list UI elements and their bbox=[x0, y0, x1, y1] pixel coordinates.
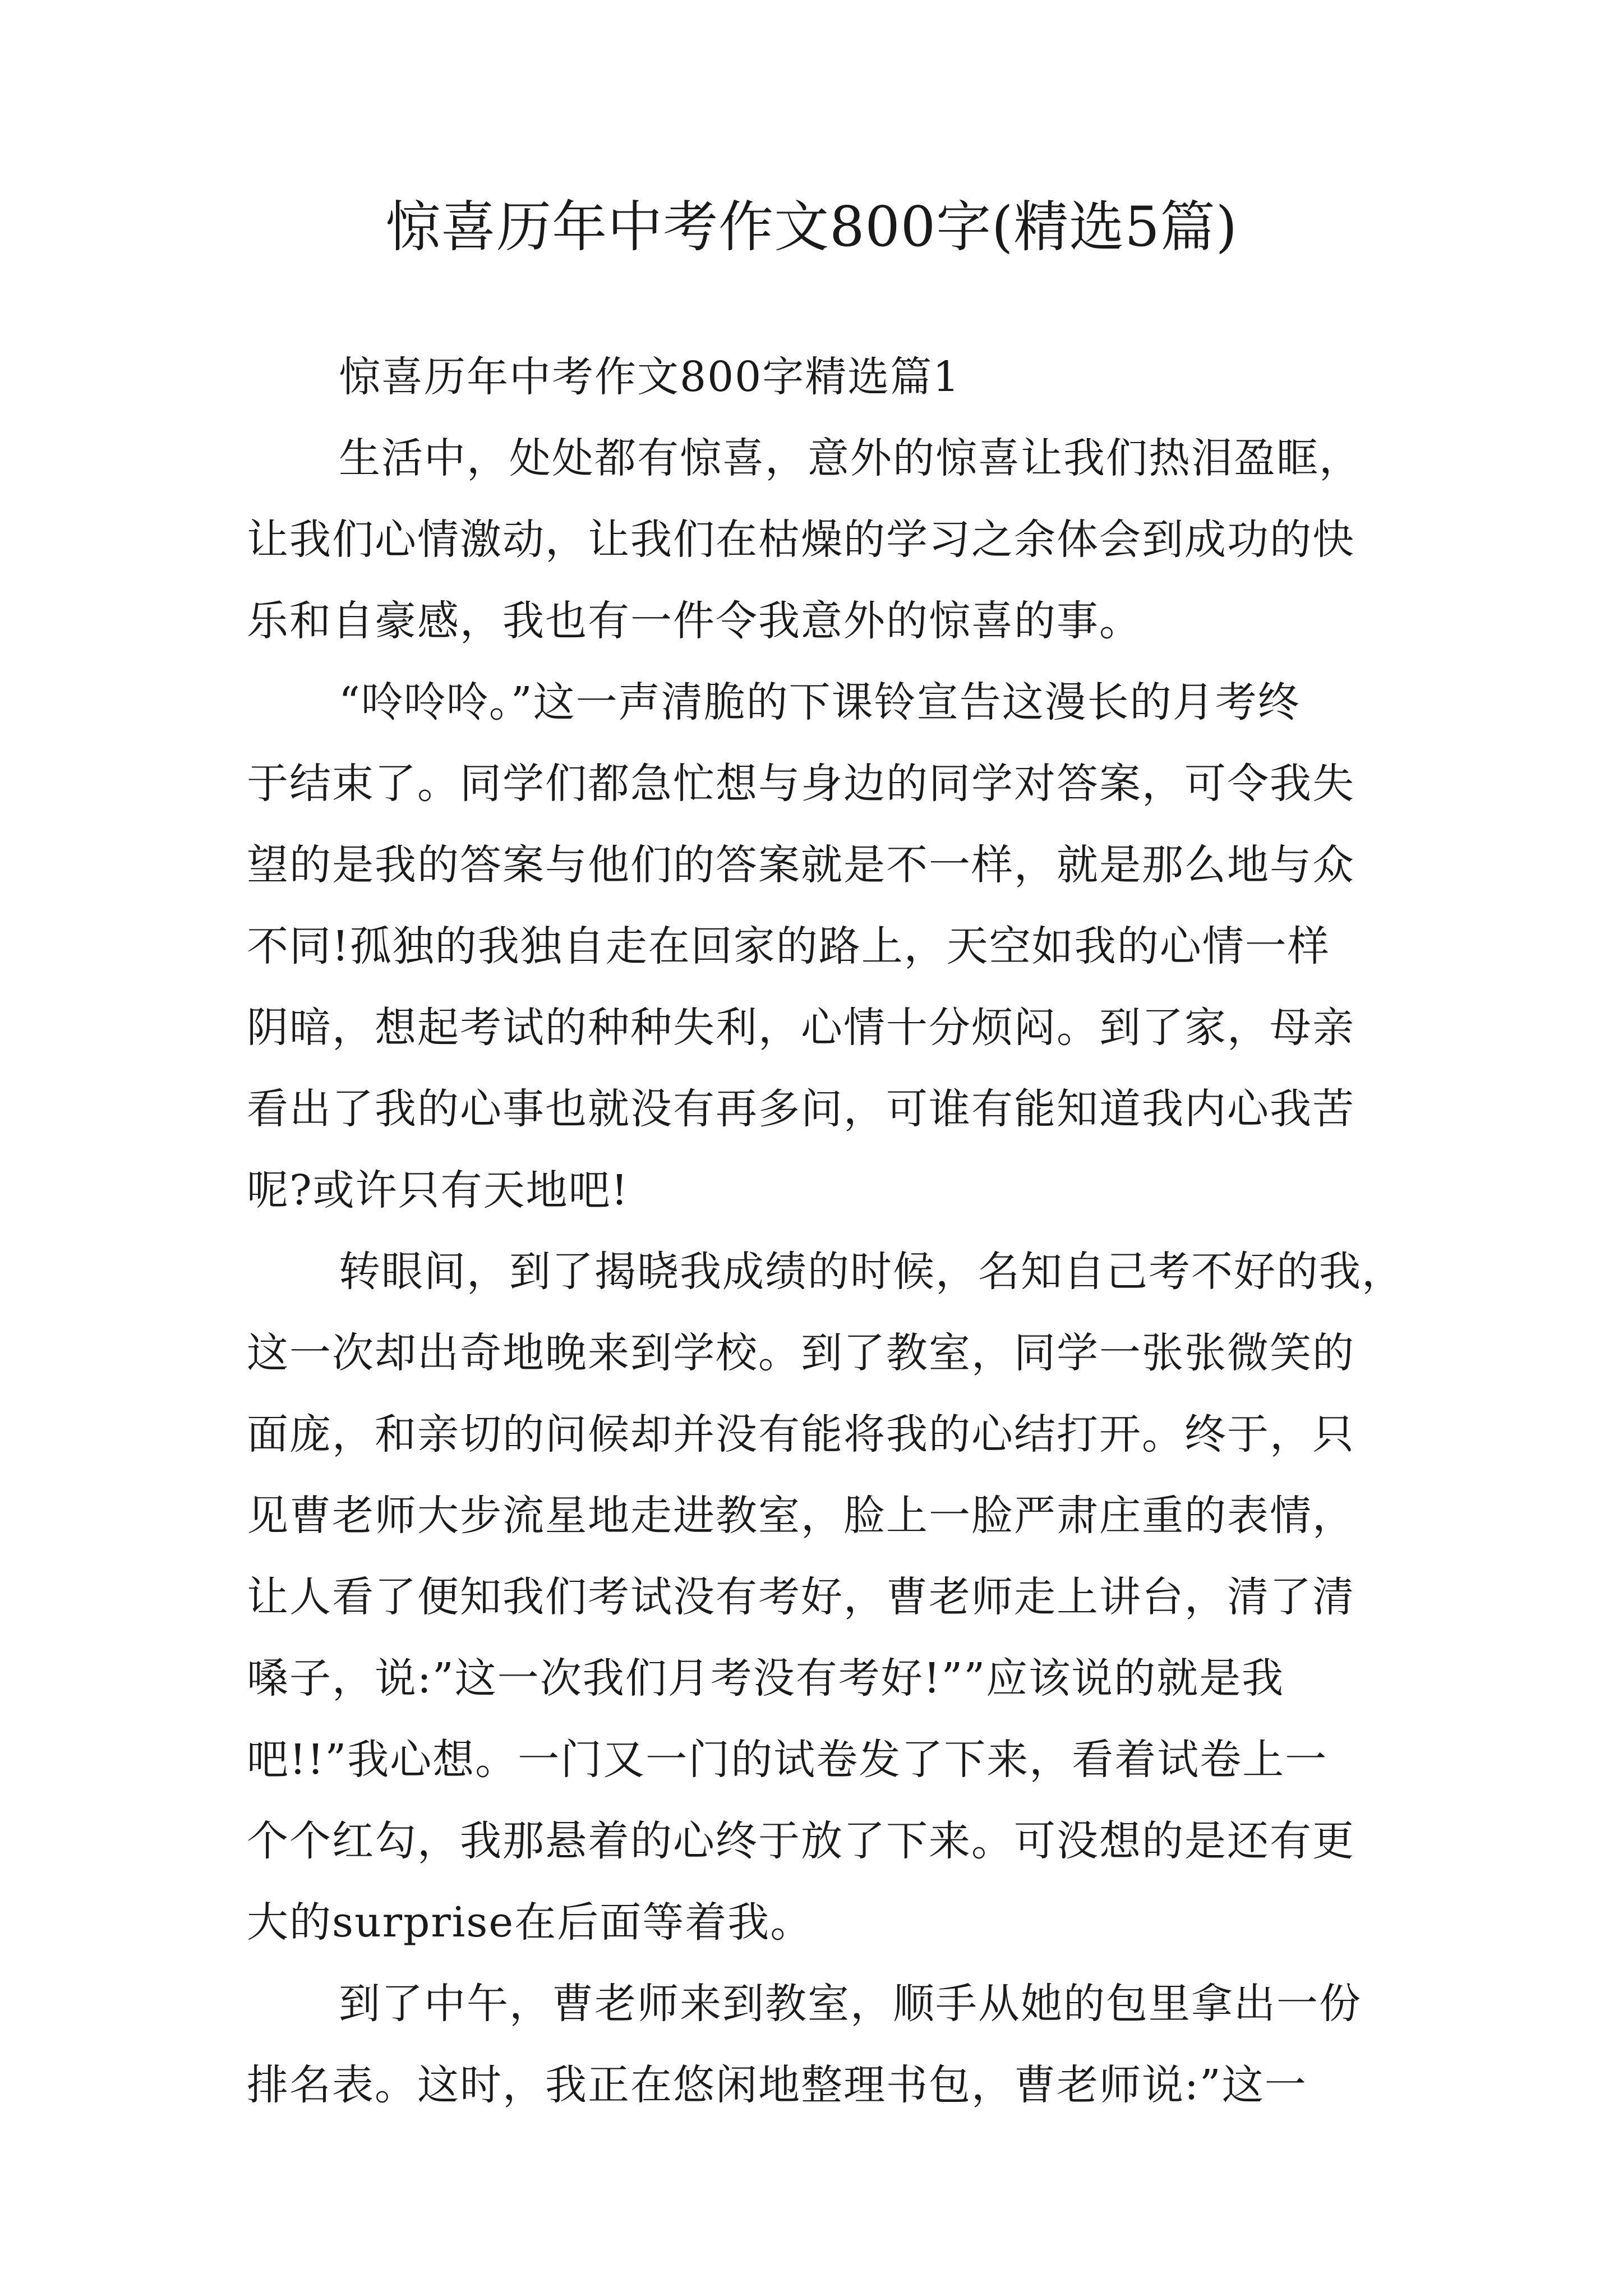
document-title: 惊喜历年中考作文800字(精选5篇) bbox=[385, 195, 1238, 259]
paragraph-line: 让我们心情激动，让我们在枯燥的学习之余体会到成功的快 bbox=[247, 516, 1355, 564]
paragraph-line: 望的是我的答案与他们的答案就是不一样，就是那么地与众 bbox=[247, 841, 1355, 889]
paragraph-line: 面庞，和亲切的问候却并没有能将我的心结打开。终于，只 bbox=[247, 1410, 1355, 1458]
section-heading: 惊喜历年中考作文800字精选篇1 bbox=[339, 353, 961, 401]
paragraph-line: 转眼间，到了揭晓我成绩的时候，名知自己考不好的我， bbox=[339, 1248, 1404, 1296]
paragraph-line: 吧!!”我心想。一门又一门的试卷发了下来，看着试卷上一 bbox=[247, 1736, 1328, 1784]
paragraph-line: 嗓子，说:”这一次我们月考没有考好!””应该说的就是我 bbox=[247, 1654, 1285, 1703]
paragraph-line: 到了中午，曹老师来到教室，顺手从她的包里拿出一份 bbox=[339, 1980, 1362, 2028]
paragraph-line: 排名表。这时，我正在悠闲地整理书包，曹老师说:”这一 bbox=[247, 2061, 1307, 2109]
document-body bbox=[247, 337, 1404, 2126]
paragraph-line: 乐和自豪感，我也有一件令我意外的惊喜的事。 bbox=[247, 597, 1142, 645]
paragraph-line: 生活中，处处都有惊喜，意外的惊喜让我们热泪盈眶， bbox=[339, 434, 1362, 482]
paragraph-line: 阴暗，想起考试的种种失利，心情十分烦闷。到了家，母亲 bbox=[247, 1004, 1355, 1052]
paragraph-line: 不同!孤独的我独自走在回家的路上，天空如我的心情一样 bbox=[247, 922, 1330, 970]
paragraph-line: “呤呤呤。”这一声清脆的下课铃宣告这漫长的月考终 bbox=[339, 678, 1301, 726]
paragraph-line: 个个红勾，我那悬着的心终于放了下来。可没想的是还有更 bbox=[247, 1817, 1355, 1865]
paragraph-line: 于结束了。同学们都急忙想与身边的同学对答案，可令我失 bbox=[247, 760, 1355, 808]
paragraph-line: 见曹老师大步流星地走进教室，脸上一脸严肃庄重的表情， bbox=[247, 1492, 1355, 1540]
paragraph-line: 大的surprise在后面等着我。 bbox=[247, 1898, 813, 1947]
paragraph-line: 呢?或许只有天地吧! bbox=[247, 1166, 629, 1214]
paragraph-line: 看出了我的心事也就没有再多问，可谁有能知道我内心我苦 bbox=[247, 1085, 1355, 1133]
paragraph-line: 这一次却出奇地晚来到学校。到了教室，同学一张张微笑的 bbox=[247, 1329, 1355, 1377]
paragraph-line: 让人看了便知我们考试没有考好，曹老师走上讲台，清了清 bbox=[247, 1573, 1355, 1621]
